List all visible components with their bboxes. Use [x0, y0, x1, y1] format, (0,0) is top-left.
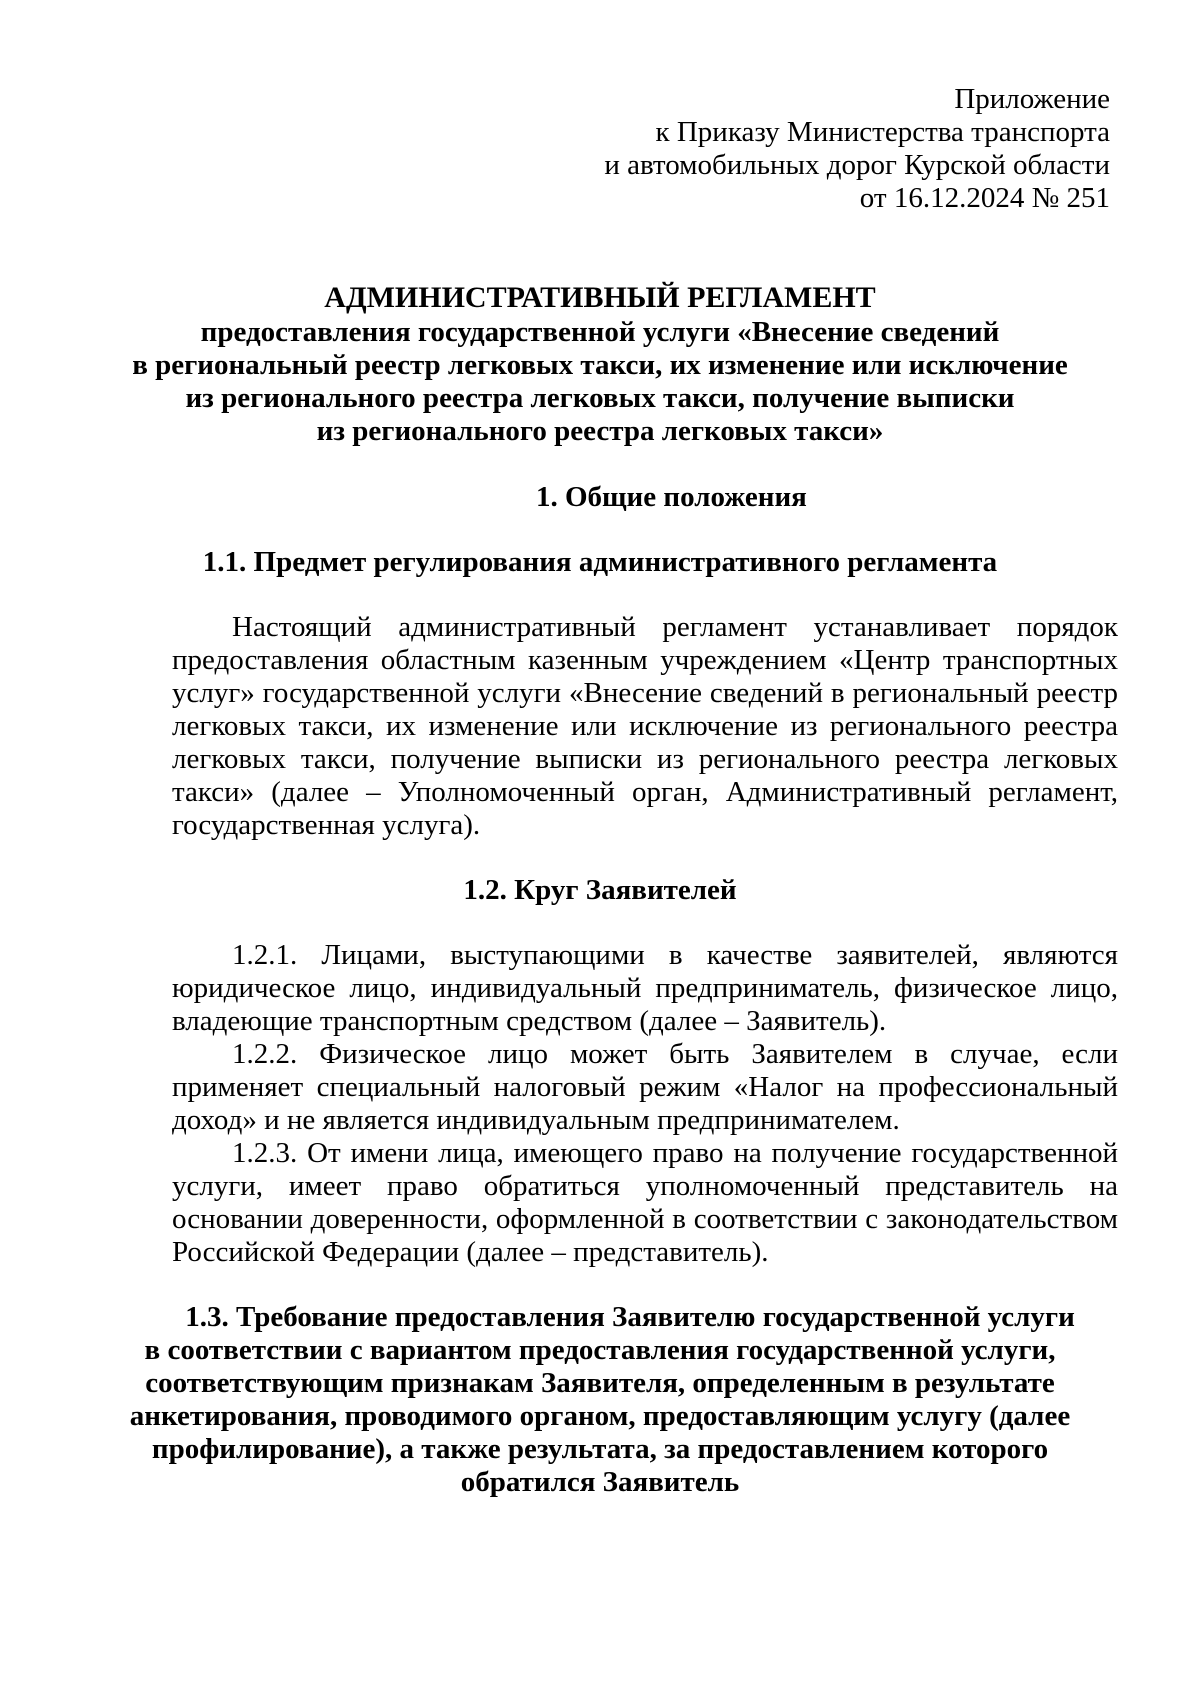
section-1-3-heading-line: анкетирования, проводимого органом, предоставляющим услугу (далее: [129, 1400, 1071, 1432]
section-1-1-paragraph-line: такси» (далее – Уполномоченный орган, Административный регламент,: [172, 776, 1118, 808]
section-1-3-heading-line: в соответствии с вариантом предоставления государственной услуги,: [144, 1334, 1056, 1366]
section-1-2-heading: 1.2. Круг Заявителей: [463, 874, 737, 906]
appendix-line-1: к Приказу Министерства транспорта: [655, 116, 1110, 148]
section-1-3-heading-line: обратился Заявитель: [460, 1466, 740, 1498]
document-subtitle-line-2: в региональный реестр легковых такси, их изменение или исключение: [132, 349, 1068, 381]
section-1-2-3-line: услуги, имеет право обратиться уполномоченный представитель на: [172, 1170, 1118, 1202]
section-1-2-3-line: Российской Федерации (далее – представитель).: [172, 1236, 769, 1268]
section-1-2-3-line: основании доверенности, оформленной в соответствии с законодательством: [172, 1203, 1118, 1235]
section-1-1-paragraph-line: услуг» государственной услуги «Внесение сведений в региональный реестр: [172, 677, 1118, 709]
document-subtitle-line-1: предоставления государственной услуги «Внесение сведений: [200, 316, 1000, 348]
section-1-1-paragraph-line: Настоящий административный регламент устанавливает порядок: [232, 611, 1118, 643]
section-1-3-heading-line: 1.3. Требование предоставления Заявителю государственной услуги: [185, 1301, 1075, 1333]
section-1-heading: 1. Общие положения: [536, 481, 807, 513]
section-1-2-1-line: владеющие транспортным средством (далее – Заявитель).: [172, 1005, 887, 1037]
section-1-1-paragraph-line: государственная услуга).: [172, 809, 481, 841]
appendix-title: Приложение: [954, 83, 1110, 115]
document-subtitle-line-3: из регионального реестра легковых такси, получение выписки: [185, 382, 1015, 414]
document-subtitle-line-4: из регионального реестра легковых такси»: [316, 415, 884, 447]
section-1-1-paragraph-line: предоставления областным казенным учреждением «Центр транспортных: [172, 644, 1118, 676]
section-1-3-heading-line: соответствующим признакам Заявителя, определенным в результате: [145, 1367, 1055, 1399]
section-1-1-heading: 1.1. Предмет регулирования административного регламента: [202, 546, 998, 578]
section-1-2-3-line: 1.2.3. От имени лица, имеющего право на получение государственной: [232, 1137, 1118, 1169]
section-1-2-1-line: 1.2.1. Лицами, выступающими в качестве заявителей, являются: [232, 939, 1118, 971]
appendix-line-3: от 16.12.2024 № 251: [859, 182, 1110, 214]
section-1-1-paragraph-line: легковых такси, получение выписки из регионального реестра легковых: [172, 743, 1118, 775]
section-1-2-2-line: доход» и не является индивидуальным предпринимателем.: [172, 1104, 900, 1136]
document-title: АДМИНИСТРАТИВНЫЙ РЕГЛАМЕНТ: [324, 281, 876, 314]
section-1-2-2-line: 1.2.2. Физическое лицо может быть Заявителем в случае, если: [232, 1038, 1118, 1070]
section-1-2-1-line: юридическое лицо, индивидуальный предприниматель, физическое лицо,: [172, 972, 1118, 1004]
section-1-2-2-line: применяет специальный налоговый режим «Налог на профессиональный: [172, 1071, 1118, 1103]
section-1-1-paragraph-line: легковых такси, их изменение или исключение из регионального реестра: [172, 710, 1118, 742]
appendix-line-2: и автомобильных дорог Курской области: [604, 149, 1110, 181]
section-1-3-heading-line: профилирование), а также результата, за предоставлением которого: [151, 1433, 1049, 1465]
